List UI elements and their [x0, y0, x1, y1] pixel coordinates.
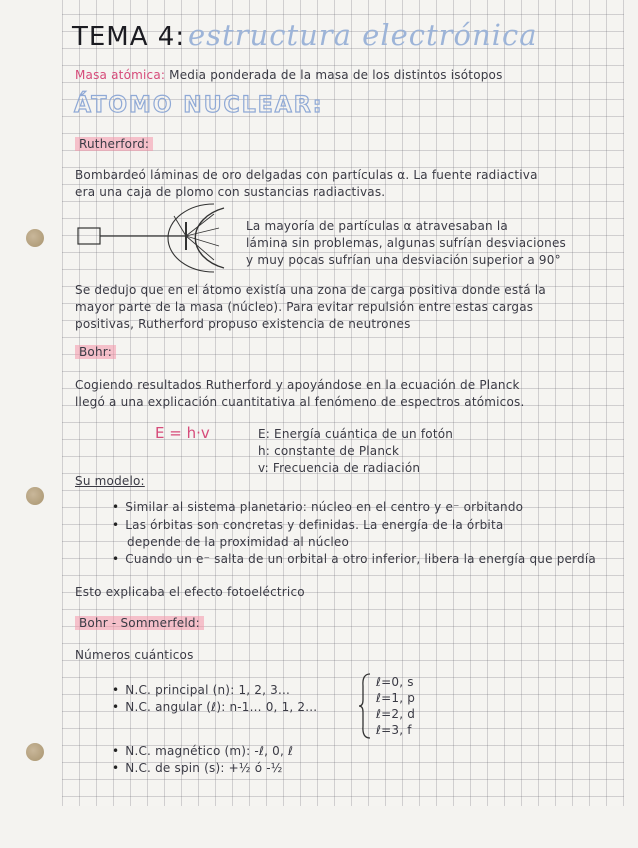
modelo-bullet: • Las órbitas son concretas y definidas. La energía de la órbita: [112, 518, 503, 532]
bohr-label: Bohr:: [75, 345, 116, 359]
bohr-line: llegó a una explicación cuantitativa al fenómeno de espectros atómicos.: [75, 395, 525, 409]
planck-formula: E = h·v: [155, 424, 210, 442]
rutherford-label: Rutherford:: [75, 137, 153, 151]
formula-legend-item: v: Frecuencia de radiación: [258, 461, 421, 475]
lead-box: [78, 228, 100, 244]
sommerfeld-label-wrap: [75, 616, 204, 630]
modelo-bullet: • Cuando un e⁻ salta de un orbital a otro inferior, libera la energía que perdía: [112, 552, 596, 566]
binder-hole: [26, 487, 44, 505]
quantum-number-item: • N.C. principal (n): 1, 2, 3...: [112, 683, 290, 697]
deflection-ray: [186, 236, 214, 260]
section-heading: ÁTOMO NUCLEAR:: [74, 93, 324, 118]
bohr-line: Cogiendo resultados Rutherford y apoyándose en la ecuación de Planck: [75, 378, 520, 392]
rutherford-conclusion-line: Se dedujo que en el átomo existía una zona de carga positiva donde está la: [75, 283, 546, 297]
binder-hole: [26, 743, 44, 761]
formula-legend-item: E: Energía cuántica de un fotón: [258, 427, 454, 441]
rutherford-line: Bombardeó láminas de oro delgadas con partículas α. La fuente radiactiva: [75, 168, 538, 182]
diagram-line: lámina sin problemas, algunas sufrían desviaciones: [246, 236, 566, 250]
orbital-type: ℓ=1, p: [376, 691, 416, 705]
diagram-line: y muy pocas sufrían una desviación superior a 90°: [246, 253, 561, 267]
orbital-type: ℓ=0, s: [376, 675, 414, 689]
title-prefix: TEMA 4:: [72, 22, 186, 52]
modelo-bullet-continuation: depende de la proximidad al núcleo: [127, 535, 350, 549]
quantum-number-item: • N.C. de spin (s): +½ ó -½: [112, 761, 283, 775]
sommerfeld-label: Bohr - Sommerfeld:: [75, 616, 204, 630]
numeros-cuanticos-label: Números cuánticos: [75, 648, 194, 662]
modelo-bullet: • Similar al sistema planetario: núcleo en el centro y e⁻ orbitando: [112, 500, 523, 514]
su-modelo-label: Su modelo:: [75, 474, 145, 488]
masa-atomica-text: Media ponderada de la masa de los distintos isótopos: [169, 68, 503, 82]
deflection-ray: [174, 216, 186, 236]
rutherford-line: era una caja de plomo con sustancias radiactivas.: [75, 185, 386, 199]
right-margin: [624, 0, 638, 848]
curly-brace: [358, 672, 372, 740]
bohr-label-wrap: [75, 345, 116, 359]
efecto-fotoelectrico-note: Esto explicaba el efecto fotoeléctrico: [75, 585, 305, 599]
formula-legend-item: h: constante de Planck: [258, 444, 400, 458]
quantum-number-item: • N.C. magnético (m): -ℓ, 0, ℓ: [112, 744, 293, 758]
detection-screen-inner: [168, 204, 214, 272]
masa-atomica-label: Masa atómica:: [75, 68, 166, 82]
deflection-ray: [186, 236, 219, 246]
orbital-type: ℓ=2, d: [376, 707, 416, 721]
rutherford-label-wrap: [75, 137, 153, 151]
title-main: estructura electrónica: [188, 18, 538, 52]
bottom-margin: [0, 806, 638, 848]
rutherford-experiment-diagram: [74, 200, 244, 276]
masa-atomica-line: [75, 68, 503, 82]
binder-hole: [26, 229, 44, 247]
quantum-number-item: • N.C. angular (ℓ): n-1... 0, 1, 2...: [112, 700, 317, 714]
rutherford-conclusion-line: mayor parte de la masa (núcleo). Para evitar repulsión entre estas cargas: [75, 300, 534, 314]
diagram-line: La mayoría de partículas α atravesaban la: [246, 219, 508, 233]
left-margin: [0, 0, 62, 848]
rutherford-conclusion-line: positivas, Rutherford propuso existencia de neutrones: [75, 317, 411, 331]
orbital-type: ℓ=3, f: [376, 723, 412, 737]
